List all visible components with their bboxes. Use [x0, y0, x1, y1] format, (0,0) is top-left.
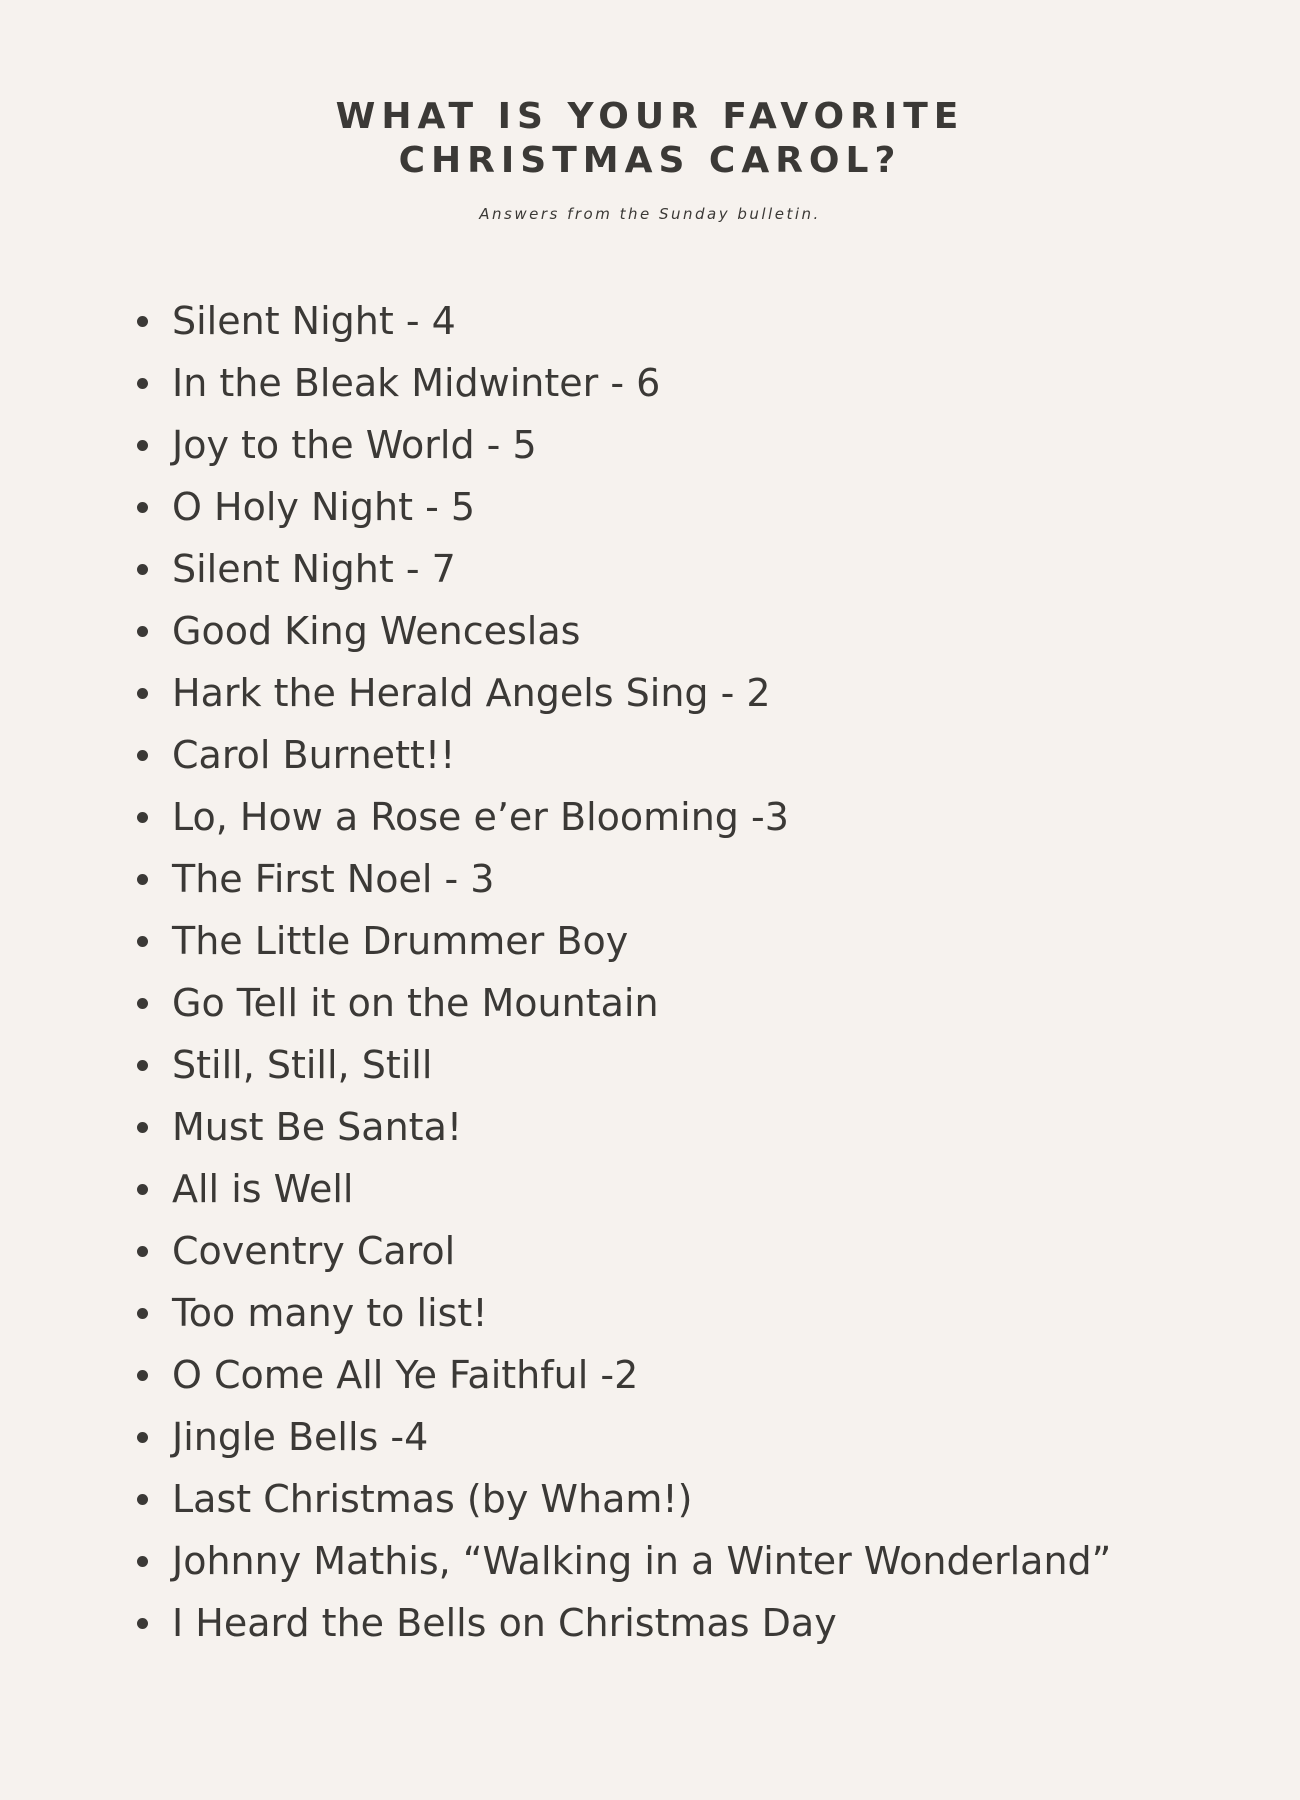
list-item	[133, 1282, 1111, 1344]
page-title-line-1: WHAT IS YOUR FAVORITE	[335, 96, 965, 137]
bullet-icon	[137, 378, 148, 389]
bullet-icon	[137, 1370, 148, 1381]
list-item	[133, 414, 1111, 476]
list-item-text: All is Well	[172, 1167, 354, 1211]
list-item	[133, 1220, 1111, 1282]
list-item-text: Silent Night - 7	[172, 547, 456, 591]
bullet-icon	[137, 440, 148, 451]
list-item-text: The First Noel - 3	[172, 857, 495, 901]
list-item	[133, 662, 1111, 724]
list-item-text: In the Bleak Midwinter - 6	[172, 361, 661, 405]
list-item-text: Coventry Carol	[172, 1229, 456, 1273]
list-item-text: Too many to list!	[172, 1291, 488, 1335]
bullet-icon	[137, 750, 148, 761]
list-item-text: Last Christmas (by Wham!)	[172, 1477, 693, 1521]
list-item-text: Jingle Bells -4	[172, 1415, 429, 1459]
list-item-text: Hark the Herald Angels Sing - 2	[172, 671, 771, 715]
bullet-icon	[137, 874, 148, 885]
list-item-text: Still, Still, Still	[172, 1043, 433, 1087]
bullet-icon	[137, 936, 148, 947]
list-item-text: The Little Drummer Boy	[172, 919, 629, 963]
list-item	[133, 724, 1111, 786]
page-title-line-2: CHRISTMAS CAROL?	[398, 140, 902, 181]
list-item	[133, 352, 1111, 414]
list-item-text: Joy to the World - 5	[172, 423, 537, 467]
list-item	[133, 910, 1111, 972]
bullet-icon	[137, 1556, 148, 1567]
bullet-icon	[137, 564, 148, 575]
list-item	[133, 1158, 1111, 1220]
bullet-icon	[137, 1246, 148, 1257]
bullet-icon	[137, 812, 148, 823]
list-item	[133, 476, 1111, 538]
list-item-text: Carol Burnett!!	[172, 733, 456, 777]
list-item	[133, 786, 1111, 848]
list-item-text: Good King Wenceslas	[172, 609, 581, 653]
bullet-icon	[137, 1060, 148, 1071]
bullet-icon	[137, 688, 148, 699]
carol-list	[133, 290, 1111, 1654]
bullet-icon	[137, 1432, 148, 1443]
bullet-icon	[137, 1618, 148, 1629]
list-item	[133, 1344, 1111, 1406]
list-item	[133, 600, 1111, 662]
list-item-text: Go Tell it on the Mountain	[172, 981, 659, 1025]
list-item	[133, 972, 1111, 1034]
list-item-text: O Holy Night - 5	[172, 485, 476, 529]
list-item	[133, 1406, 1111, 1468]
bullet-icon	[137, 626, 148, 637]
bullet-icon	[137, 1122, 148, 1133]
list-item-text: Johnny Mathis, “Walking in a Winter Wonderland”	[172, 1539, 1112, 1583]
list-item	[133, 290, 1111, 352]
page-subtitle: Answers from the Sunday bulletin.	[479, 205, 821, 223]
list-item	[133, 1592, 1111, 1654]
list-item-text: Must Be Santa!	[172, 1105, 463, 1149]
list-item	[133, 848, 1111, 910]
bullet-icon	[137, 316, 148, 327]
list-item	[133, 538, 1111, 600]
list-item	[133, 1468, 1111, 1530]
list-item-text: Lo, How a Rose e’er Blooming -3	[172, 795, 789, 839]
list-item-text: Silent Night - 4	[172, 299, 456, 343]
list-item-text: I Heard the Bells on Christmas Day	[172, 1601, 837, 1645]
list-item	[133, 1034, 1111, 1096]
bullet-icon	[137, 1494, 148, 1505]
list-item-text: O Come All Ye Faithful -2	[172, 1353, 639, 1397]
list-item	[133, 1096, 1111, 1158]
bullet-icon	[137, 1184, 148, 1195]
page-heading	[0, 95, 1300, 223]
bullet-icon	[137, 998, 148, 1009]
list-item	[133, 1530, 1111, 1592]
bullet-icon	[137, 1308, 148, 1319]
bullet-icon	[137, 502, 148, 513]
